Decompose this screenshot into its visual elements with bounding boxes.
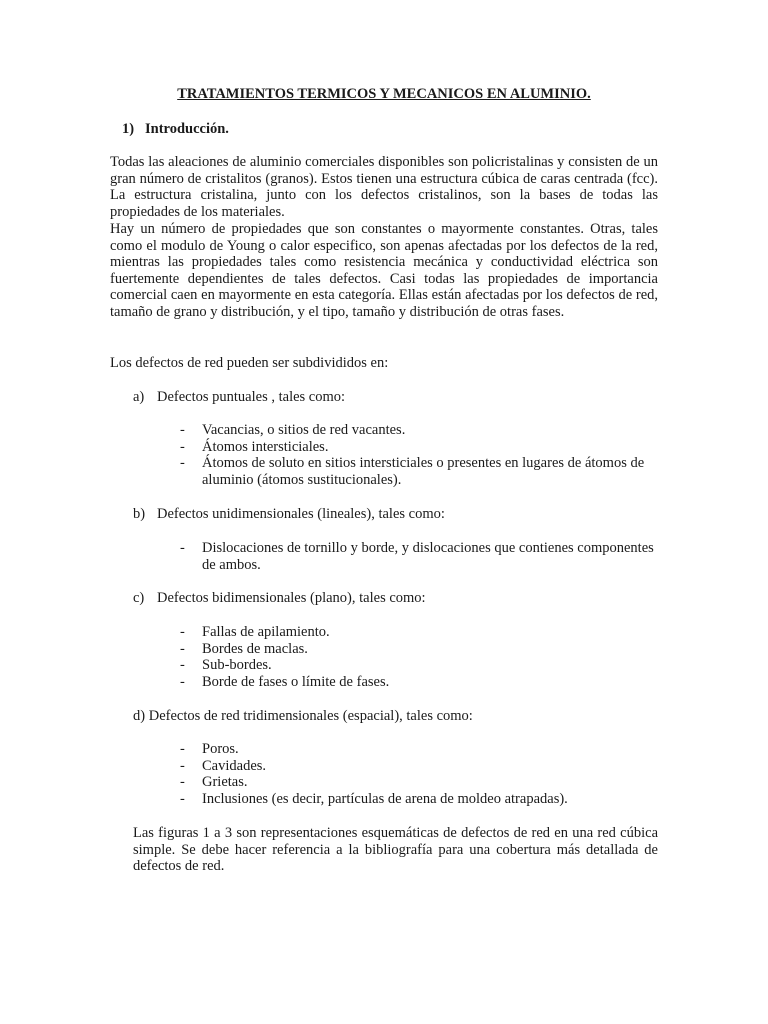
category-text: Defectos bidimensionales (plano), tales como: xyxy=(157,590,426,606)
dash-bullet: - xyxy=(180,757,185,774)
list-item xyxy=(180,741,658,758)
dash-bullet: - xyxy=(180,422,185,438)
closing-paragraph: Las figuras 1 a 3 son representaciones esquemáticas de defectos de red en una red cúbica simple. Se debe hacer referencia a la bibliografía para una cobertura más detallada de defectos de red. xyxy=(133,825,658,875)
category-label: b) xyxy=(133,506,146,522)
dash-bullet: - xyxy=(180,640,185,657)
list-item-text: Átomos de soluto en sitios intersticiales o presentes en lugares de átomos de aluminio (átomos sustitucionales). xyxy=(202,455,645,488)
list-item-text: Átomos intersticiales. xyxy=(202,438,329,455)
category-text: Defectos unidimensionales (lineales), tales como: xyxy=(157,506,445,522)
category-volume-defects xyxy=(133,708,658,725)
category-label: a) xyxy=(133,389,145,405)
subdivision-paragraph: Los defectos de red pueden ser subdivididos en: xyxy=(110,355,389,371)
properties-paragraph: Hay un número de propiedades que son constantes o mayormente constantes. Otras, tales como el modulo de Young o calor especifico, son apenas afectadas por los defectos de la red, mientras las propiedades tales como resistencia mecánica y conductividad eléctrica son fuertemente dependientes de tales defectos. Casi todas las propiedades de importancia comercial caen en mayormente en esta categoría. Ellas están afectadas por los defectos de red, tamaño de grano y distribución, y el tipo, tamaño y distribución de otras fases. xyxy=(110,221,658,320)
list-item-text: Grietas. xyxy=(202,774,248,791)
list-item-text: Fallas de apilamiento. xyxy=(202,624,330,640)
category-planar-defects xyxy=(133,590,658,607)
dash-bullet: - xyxy=(180,657,185,674)
line-defects-list xyxy=(180,540,658,573)
category-line-defects xyxy=(133,506,658,523)
list-item-text: Poros. xyxy=(202,741,239,757)
list-item xyxy=(180,455,658,488)
list-item-text: Inclusiones (es decir, partículas de arena de moldeo atrapadas). xyxy=(202,790,568,807)
dash-bullet: - xyxy=(180,540,185,556)
dash-bullet: - xyxy=(180,455,185,472)
dash-bullet: - xyxy=(180,438,185,455)
list-item-text: Cavidades. xyxy=(202,757,267,774)
list-item xyxy=(180,774,658,791)
list-item-text: Borde de fases o límite de fases. xyxy=(202,673,390,690)
list-item xyxy=(180,758,658,775)
category-label: c) xyxy=(133,590,145,606)
list-item xyxy=(180,540,658,573)
dash-bullet: - xyxy=(180,790,185,807)
list-item-text: Bordes de maclas. xyxy=(202,640,308,657)
section-title: Introducción. xyxy=(145,121,229,137)
volume-defects-list xyxy=(180,741,658,807)
category-label: d) xyxy=(133,708,146,724)
dash-bullet: - xyxy=(180,673,185,690)
list-item-text: Vacancias, o sitios de red vacantes. xyxy=(202,422,406,438)
planar-defects-list xyxy=(180,624,658,690)
list-item xyxy=(180,791,658,808)
dash-bullet: - xyxy=(180,624,185,640)
list-item xyxy=(180,674,658,691)
list-item xyxy=(180,439,658,456)
dash-bullet: - xyxy=(180,741,185,757)
category-text: Defectos puntuales , tales como: xyxy=(157,389,346,405)
dash-bullet: - xyxy=(180,774,185,791)
point-defects-list xyxy=(180,422,658,488)
intro-paragraph: Todas las aleaciones de aluminio comerciales disponibles son policristalinas y consisten de un gran número de cristalitos (granos). Estos tienen una estructura cúbica de caras centrada (fcc). La estructura cristalina, junto con los defectos cristalinos, son la bases de todas las propiedades de los materiales. xyxy=(110,154,658,220)
section-number: 1) xyxy=(122,121,135,137)
section-heading xyxy=(122,121,229,138)
category-text: Defectos de red tridimensionales (espacial), tales como: xyxy=(148,708,473,724)
list-item xyxy=(180,422,658,439)
document-title: TRATAMIENTOS TERMICOS Y MECANICOS EN ALUMINIO. xyxy=(177,86,591,102)
list-item-text: Dislocaciones de tornillo y borde, y dislocaciones que contienes componentes de ambos. xyxy=(202,540,654,573)
list-item xyxy=(180,657,658,674)
list-item xyxy=(180,641,658,658)
category-point-defects xyxy=(133,389,658,406)
list-item-text: Sub-bordes. xyxy=(202,657,272,674)
list-item xyxy=(180,624,658,641)
